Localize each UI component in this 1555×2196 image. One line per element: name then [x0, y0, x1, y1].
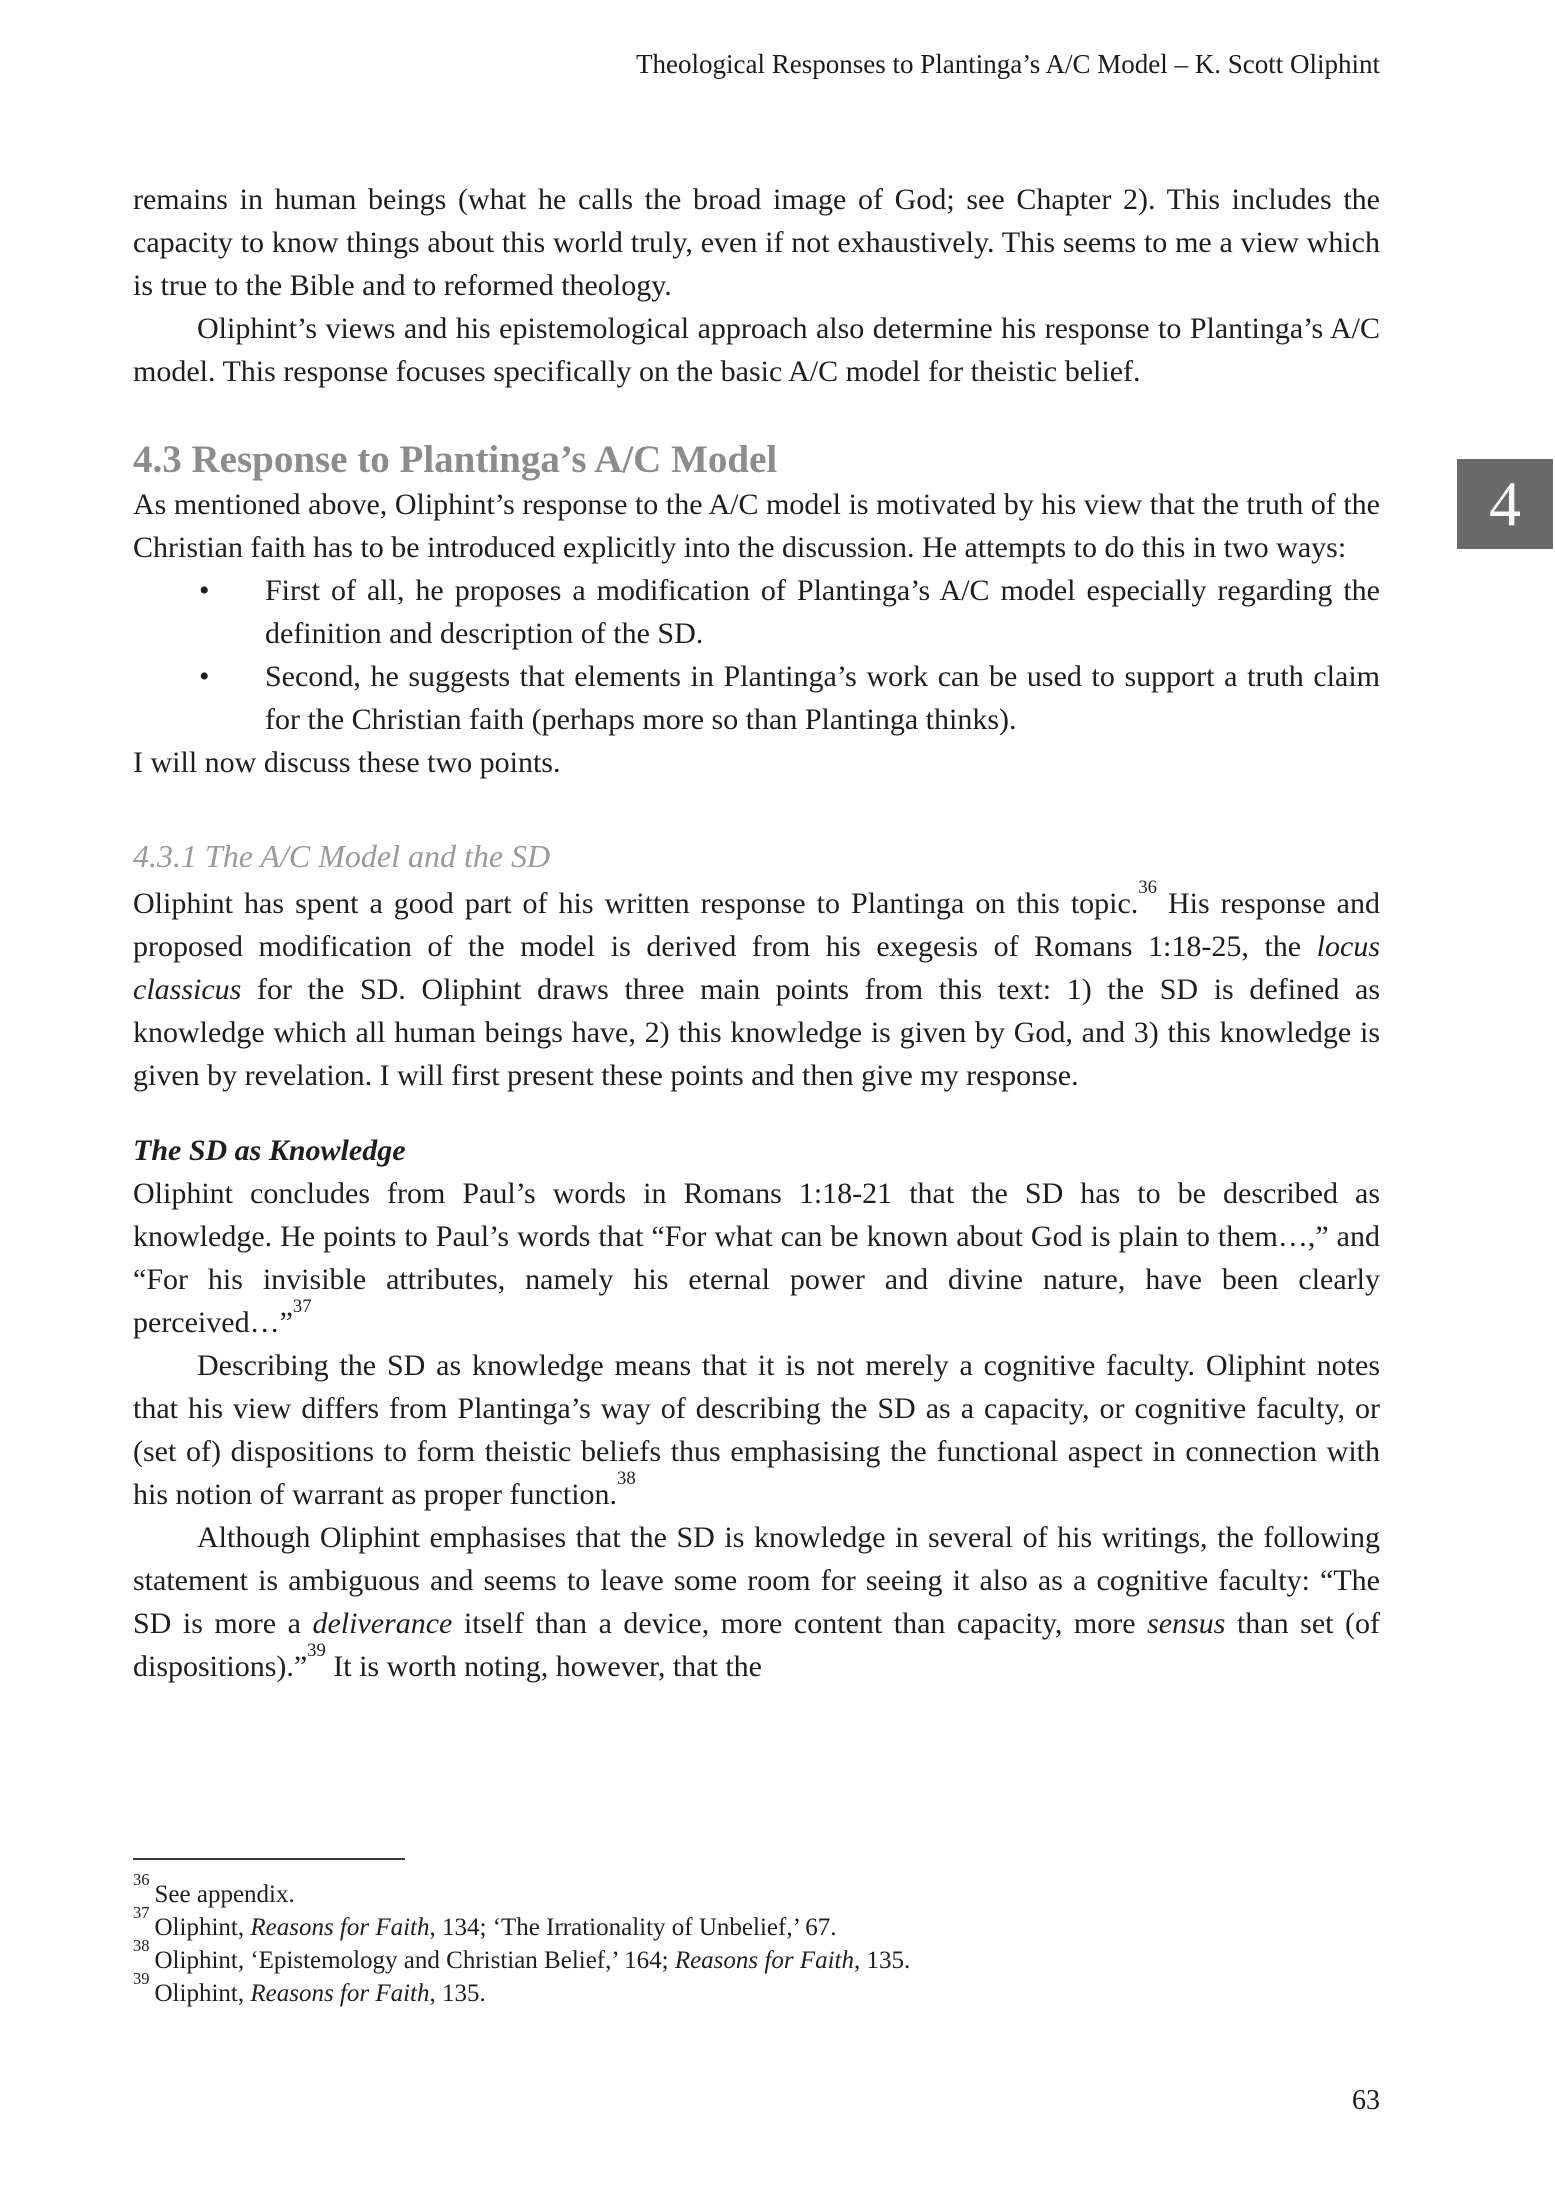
footnote-37: [133, 1903, 1380, 1944]
text-run: than set (of dispositions).”: [133, 1607, 1380, 1683]
footnote-number: 36: [133, 1870, 150, 1890]
text-run-italic: deliverance: [312, 1607, 453, 1640]
page-number: 63: [1352, 2085, 1380, 2116]
bullet-text: Second, he suggests that elements in Plantinga’s work can be used to support a truth claim for the Christian faith (perhaps more so than Plantinga thinks).: [265, 660, 1380, 736]
running-header: Theological Responses to Plantinga’s A/C Model – K. Scott Oliphint: [636, 49, 1380, 79]
paragraph-section-outro: I will now discuss these two points.: [133, 746, 561, 779]
text-run-italic: sensus: [1147, 1607, 1226, 1640]
bullet-item-second: [133, 655, 1380, 741]
footnote-ref-36: 36: [1138, 876, 1157, 898]
chapter-number: 4: [1489, 468, 1521, 539]
footnote-text-italic: Reasons for Faith: [250, 1914, 430, 1941]
footnote-text: , 135.: [429, 1980, 486, 2007]
footnote-text: Oliphint,: [154, 1980, 251, 2007]
footnote-text: Oliphint, ‘Epistemology and Christian Belief,’ 164;: [154, 1947, 675, 1974]
footnote-number: 39: [133, 1969, 150, 1989]
paragraph-sd-described-knowledge: [133, 1172, 1380, 1344]
footnote-39: [133, 1969, 1380, 2010]
text-run: for the SD. Oliphint draws three main points from this text: 1) the SD is defined as knowledge which all human beings have, 2) this knowledge is given by God, and 3) this knowledge is given by revelation. I will first present these points and then give my response.: [133, 973, 1380, 1092]
footnote-separator: [133, 1858, 405, 1860]
bullet-marker: •: [199, 574, 210, 607]
footnote-text-italic: Reasons for Faith: [674, 1947, 854, 1974]
text-run: It is worth noting, however, that the: [325, 1650, 762, 1683]
paragraph-ac-model-sd: [133, 876, 1380, 1097]
paragraph-oliphints-views: Oliphint’s views and his epistemological approach also determine his response to Plantinga’s A/C model. This response focuses specifically on the basic A/C model for theistic belief.: [133, 312, 1380, 388]
paragraph-describing-sd: [133, 1344, 1380, 1516]
paragraph-remains: remains in human beings (what he calls the broad image of God; see Chapter 2). This includes the capacity to know things about this world truly, even if not exhaustively. This seems to me a view which is true to the Bible and to reformed theology.: [133, 183, 1380, 302]
footnote-36: [133, 1870, 1380, 1911]
text-run: Although Oliphint emphasises that the SD is knowledge in several of his writings, the following statement is ambiguous and seems to leave some room for seeing it also as a cognitive faculty: “The SD is more a: [133, 1521, 1380, 1640]
paragraph-although-oliphint: [133, 1516, 1380, 1688]
bullet-item-first: [133, 569, 1380, 655]
bullet-text: First of all, he proposes a modification of Plantinga’s A/C model especially regarding the definition and description of the SD.: [265, 574, 1380, 650]
text-run: His response and proposed modification of the model is derived from his exegesis of Romans 1:18-25, the: [133, 887, 1380, 963]
footnote-text: , 134; ‘The Irrationality of Unbelief,’ 67.: [429, 1914, 837, 1941]
text-run: Describing the SD as knowledge means that it is not merely a cognitive faculty. Oliphint notes that his view differs from Plantinga’s way of describing the SD as a capacity, or cognitive faculty, or (set of) dispositions to form theistic beliefs thus emphasising the functional aspect in connection with his notion of warrant as proper function.: [133, 1349, 1380, 1511]
footnote-38: [133, 1936, 1380, 1977]
subheading-sd-as-knowledge: The SD as Knowledge: [133, 1134, 406, 1167]
footnote-number: 37: [133, 1903, 150, 1923]
paragraph-section-intro: As mentioned above, Oliphint’s response to the A/C model is motivated by his view that the truth of the Christian faith has to be introduced explicitly into the discussion. He attempts to do this in two ways:: [133, 488, 1380, 564]
footnotes-block: [133, 1858, 1380, 2010]
text-run: itself than a device, more content than capacity, more: [452, 1607, 1148, 1640]
footnote-text-italic: Reasons for Faith: [250, 1980, 430, 2007]
subsection-heading-4-3-1: 4.3.1 The A/C Model and the SD: [133, 838, 551, 874]
footnote-ref-37: 37: [292, 1295, 312, 1317]
chapter-tab: [1457, 459, 1553, 549]
section-heading-4-3: 4.3 Response to Plantinga’s A/C Model: [133, 438, 778, 481]
text-run: Oliphint concludes from Paul’s words in Romans 1:18-21 that the SD has to be described as knowledge. He points to Paul’s words that “For what can be known about God is plain to them…,” and “For his invisible attributes, namely his eternal power and divine nature, have been clearly perceived…”: [133, 1177, 1380, 1339]
bullet-marker: •: [199, 660, 210, 693]
text-run: Oliphint has spent a good part of his written response to Plantinga on this topic.: [133, 887, 1139, 920]
footnote-ref-39: 39: [307, 1639, 326, 1661]
footnote-text: , 135.: [853, 1947, 911, 1974]
text-run-italic: locus classicus: [133, 930, 1380, 1006]
footnote-number: 38: [133, 1936, 150, 1956]
page-body: [133, 178, 1380, 1688]
footnote-text: See appendix.: [154, 1881, 295, 1908]
footnote-text: Oliphint,: [154, 1914, 251, 1941]
footnote-ref-38: 38: [617, 1467, 636, 1489]
